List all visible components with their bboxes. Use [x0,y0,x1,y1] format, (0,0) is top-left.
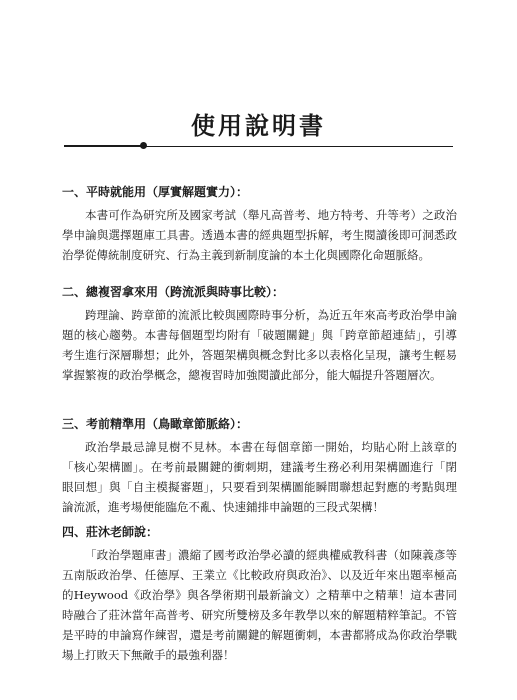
section-2 [62,283,457,385]
section-body: 「政治學題庫書」濃縮了國考政治學必讀的經典權威教科書（如陳義彥等五南版政治學、任德厚、王業立《比較政府與政治》、以及近年來出題率極高的Heywood《政治學》與各學術期刊最新論文）之精華中之精華！這本書同時融合了莊沐當年高普考、研究所雙榜及多年教學以來的解題精粹筆記。不管是平時的申論寫作練習，還是考前關鍵的解題衝刺，本書都將成為你政治學戰場上打敗天下無敵手的最強利器！ [62,548,457,662]
section-1 [62,183,457,265]
section-heading: 一、平時就能用（厚實解題實力）： [62,185,249,199]
title-divider [64,140,453,152]
section-4 [62,523,457,665]
divider-dot [140,142,147,149]
section-heading: 三、考前精準用（鳥瞰章節脈絡）： [62,417,249,431]
section-body: 政治學最忌諱見樹不見林。本書在每個章節一開始，均貼心附上該章的「核心架構圖」。在考前最關鍵的衝刺期，建議考生務必利用架構圖進行「閉眼回想」與「自主模擬審題」，只要看到架構圖能瞬間聯想起對應的考點與理論流派，進考場便能臨危不亂、快速鋪排申論題的三段式架構！ [62,440,457,514]
page-title: 使用說明書 [191,111,326,140]
divider-thick-line [64,145,144,147]
section-heading: 二、總複習拿來用（跨流派與時事比較）： [62,285,285,299]
section-3 [62,415,457,517]
section-heading: 四、莊沐老師說： [62,525,159,539]
section-body: 本書可作為研究所及國家考試（舉凡高普考、地方特考、升等考）之政治學申論與選擇題庫工具書。透過本書的經典題型拆解，考生閱讀後即可洞悉政治學從傳統制度研究、行為主義到新制度論的本土化與國際化命題脈絡。 [62,208,457,262]
divider-thin-line [144,146,453,147]
section-body: 跨理論、跨章節的流派比較與國際時事分析，為近五年來高考政治學申論題的核心趨勢。本書每個題型均附有「破題關鍵」與「跨章節超連結」，引導考生進行深層聯想；此外，答題架構與概念對比多以表格化呈現，讓考生輕易掌握繁複的政治學概念，總複習時加強閱讀此部分，能大幅提升答題層次。 [62,308,457,382]
